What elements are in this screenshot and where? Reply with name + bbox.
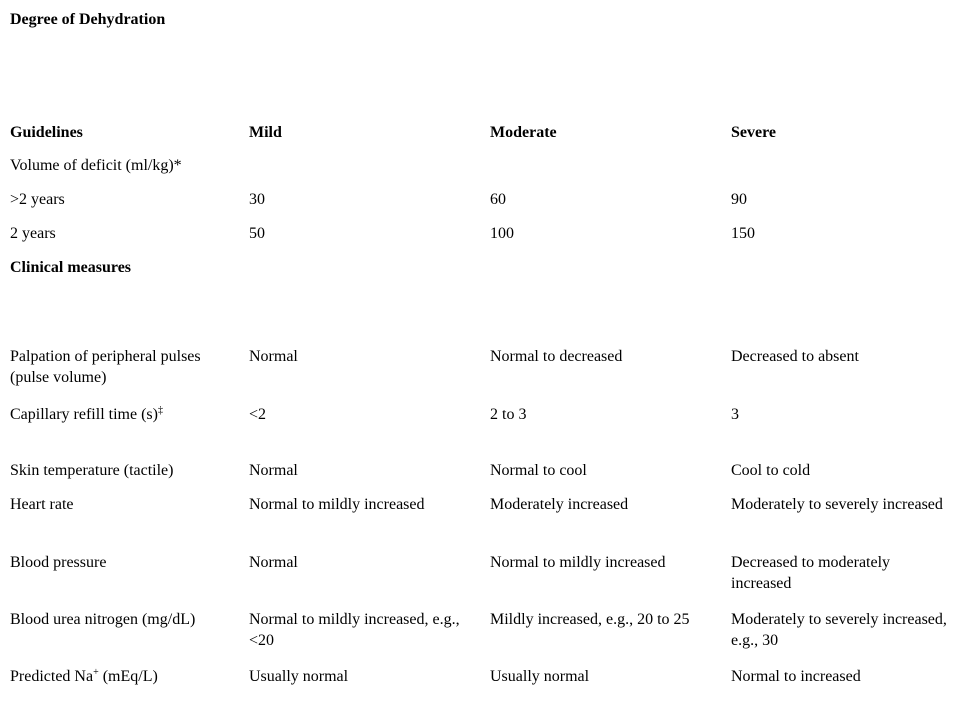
row-label-unit: (mEq/L) xyxy=(98,668,158,685)
footnote-mark: ‡ xyxy=(157,405,163,416)
row-label: Blood pressure xyxy=(10,554,107,571)
severe-value: 150 xyxy=(731,225,755,242)
severe-value: 90 xyxy=(731,191,747,208)
severe-value: Cool to cold xyxy=(731,462,811,479)
table-title: Degree of Dehydration xyxy=(10,11,166,28)
row-label: >2 years xyxy=(10,191,65,208)
moderate-value: 100 xyxy=(490,225,514,242)
mild-value: 30 xyxy=(249,191,265,208)
moderate-value: Mildly increased, e.g., 20 to 25 xyxy=(490,611,690,628)
moderate-value: 2 to 3 xyxy=(490,406,527,423)
row-label-text: Capillary refill time (s) xyxy=(10,406,158,423)
mild-value: Normal to mildly increased xyxy=(249,496,425,513)
moderate-value: Normal to decreased xyxy=(490,348,623,365)
row-label xyxy=(10,666,238,687)
header-moderate: Moderate xyxy=(490,124,557,141)
mild-value: Usually normal xyxy=(249,668,349,685)
sodium-superscript: + xyxy=(93,667,99,678)
header-guidelines: Guidelines xyxy=(10,124,83,141)
mild-value: <2 xyxy=(249,406,267,423)
mild-value: Normal xyxy=(249,554,298,571)
mild-value: Normal to mildly increased, e.g., <20 xyxy=(249,611,460,649)
severe-value: Decreased to absent xyxy=(731,348,859,365)
moderate-value: Moderately increased xyxy=(490,496,629,513)
mild-value: Normal xyxy=(249,348,298,365)
row-label: Heart rate xyxy=(10,496,74,513)
moderate-value: Usually normal xyxy=(490,668,590,685)
clinical-section-label: Clinical measures xyxy=(10,259,132,276)
severe-value: Normal to increased xyxy=(731,668,861,685)
severe-value: 3 xyxy=(731,406,739,423)
row-label: Blood urea nitrogen (mg/dL) xyxy=(10,611,196,628)
header-mild: Mild xyxy=(249,124,282,141)
row-label-text: Predicted Na xyxy=(10,668,94,685)
moderate-value: Normal to mildly increased xyxy=(490,554,666,571)
moderate-value: 60 xyxy=(490,191,506,208)
header-severe: Severe xyxy=(731,124,777,141)
severe-value: Moderately to severely increased, e.g., 30 xyxy=(731,611,947,649)
moderate-value: Normal to cool xyxy=(490,462,587,479)
severe-value: Decreased to moderately increased xyxy=(731,554,891,592)
row-label xyxy=(10,404,238,425)
mild-value: Normal xyxy=(249,462,298,479)
severe-value: Moderately to severely increased xyxy=(731,496,943,513)
row-label: 2 years xyxy=(10,225,56,242)
mild-value: 50 xyxy=(249,225,265,242)
row-label: Skin temperature (tactile) xyxy=(10,462,174,479)
row-label: Palpation of peripheral pulses (pulse volume) xyxy=(10,348,201,386)
volume-section-label: Volume of deficit (ml/kg)* xyxy=(10,157,182,174)
